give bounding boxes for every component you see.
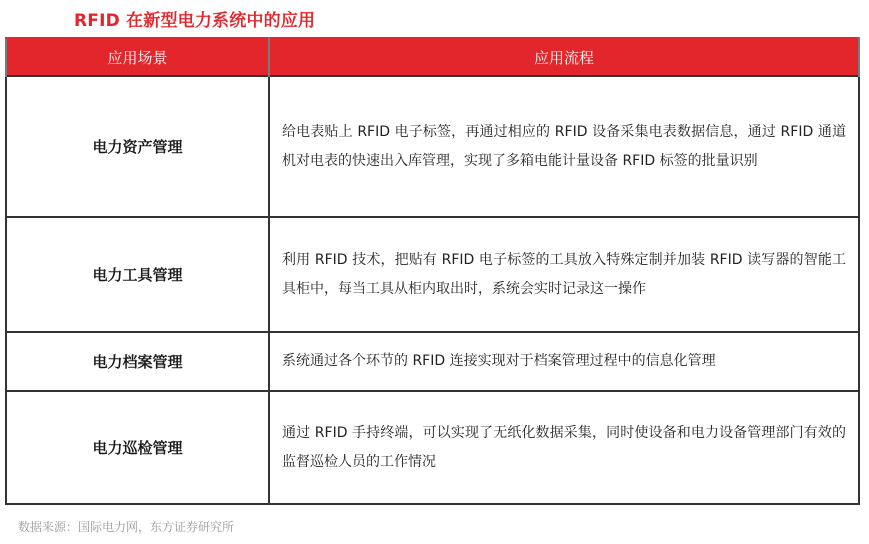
page-title: RFID 在新型电力系统中的应用 bbox=[74, 11, 316, 31]
scene-cell: 电力巡检管理 bbox=[6, 391, 269, 504]
table-row bbox=[6, 217, 859, 332]
header-scene: 应用场景 bbox=[6, 38, 269, 76]
scene-cell: 电力档案管理 bbox=[6, 332, 269, 391]
data-source-note: 数据来源：国际电力网，东方证券研究所 bbox=[18, 520, 235, 534]
process-cell: 利用 RFID 技术，把贴有 RFID 电子标签的工具放入特殊定制并加装 RFID 读写器的智能工具柜中，每当工具从柜内取出时，系统会实时记录这一操作 bbox=[269, 217, 859, 332]
process-cell: 系统通过各个环节的 RFID 连接实现对于档案管理过程中的信息化管理 bbox=[269, 332, 859, 391]
process-cell: 给电表贴上 RFID 电子标签，再通过相应的 RFID 设备采集电表数据信息，通过 RFID 通道机对电表的快速出入库管理，实现了多箱电能计量设备 RFID 标签的批量识别 bbox=[269, 76, 859, 217]
header-process: 应用流程 bbox=[269, 38, 859, 76]
table-row bbox=[6, 76, 859, 217]
scene-cell: 电力资产管理 bbox=[6, 76, 269, 217]
process-cell: 通过 RFID 手持终端，可以实现了无纸化数据采集，同时使设备和电力设备管理部门有效的监督巡检人员的工作情况 bbox=[269, 391, 859, 504]
table-header-row bbox=[6, 38, 859, 76]
scene-cell: 电力工具管理 bbox=[6, 217, 269, 332]
rfid-application-table bbox=[5, 37, 860, 505]
table-row bbox=[6, 391, 859, 504]
table-row bbox=[6, 332, 859, 391]
